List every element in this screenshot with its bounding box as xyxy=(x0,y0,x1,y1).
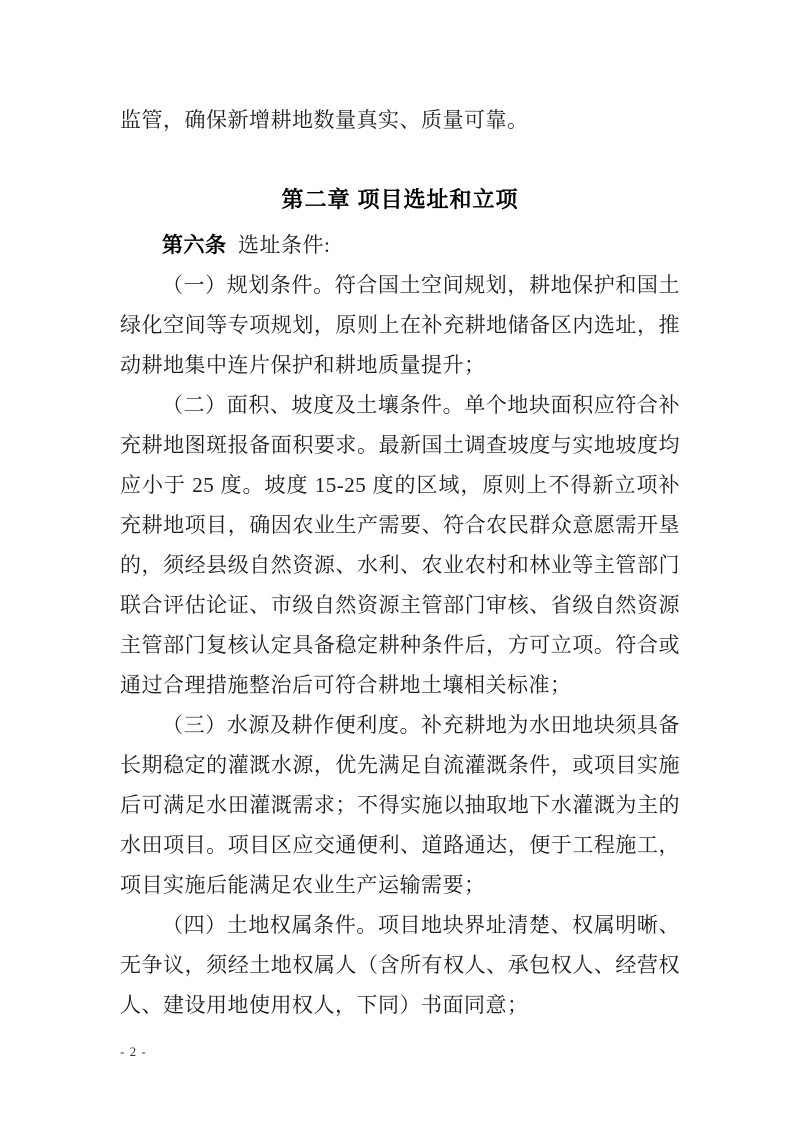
page-number: - 2 - xyxy=(120,1044,147,1059)
paragraph-item-1: （一）规划条件。符合国土空间规划，耕地保护和国土绿化空间等专项规划，原则上在补充耕地储备区内选址，推动耕地集中连片保护和耕地质量提升； xyxy=(120,273,680,377)
paragraph-item-4: （四）土地权属条件。项目地块界址清楚、权属明晰、无争议，须经土地权属人（含所有权人、承包权人、经营权人、建设用地使用权人，下同）书面同意； xyxy=(120,913,680,1017)
article-line xyxy=(120,225,680,265)
chapter-heading: 第二章 项目选址和立项 xyxy=(281,187,519,212)
paragraph-continuation: 监管，确保新增耕地数量真实、质量可靠。 xyxy=(120,108,529,132)
paragraph-item-3: （三）水源及耕作便利度。补充耕地为水田地块须具备长期稳定的灌溉水源，优先满足自流灌溉条件，或项目实施后可满足水田灌溉需求；不得实施以抽取地下水灌溉为主的水田项目。项目区应交通便利、道路通达，便于工程施工，项目实施后能满足农业生产运输需要； xyxy=(120,713,680,897)
article-title: 选址条件: xyxy=(238,233,331,257)
paragraph-item-2: （二）面积、坡度及土壤条件。单个地块面积应符合补充耕地图斑报备面积要求。最新国土调查坡度与实地坡度均应小于 25 度。坡度 15-25 度的区域，原则上不得新立项补充耕地项目，确因农业生产需要、符合农民群众意愿需开垦的，须经县级自然资源、水利、农业农村和林业等主管部门联合评估论证、市级自然资源主管部门审核、省级自然资源主管部门复核认定具备稳定耕种条件后，方可立项。符合或通过合理措施整治后可符合耕地土壤相关标准； xyxy=(120,393,680,697)
article-number: 第六条 xyxy=(162,233,227,257)
